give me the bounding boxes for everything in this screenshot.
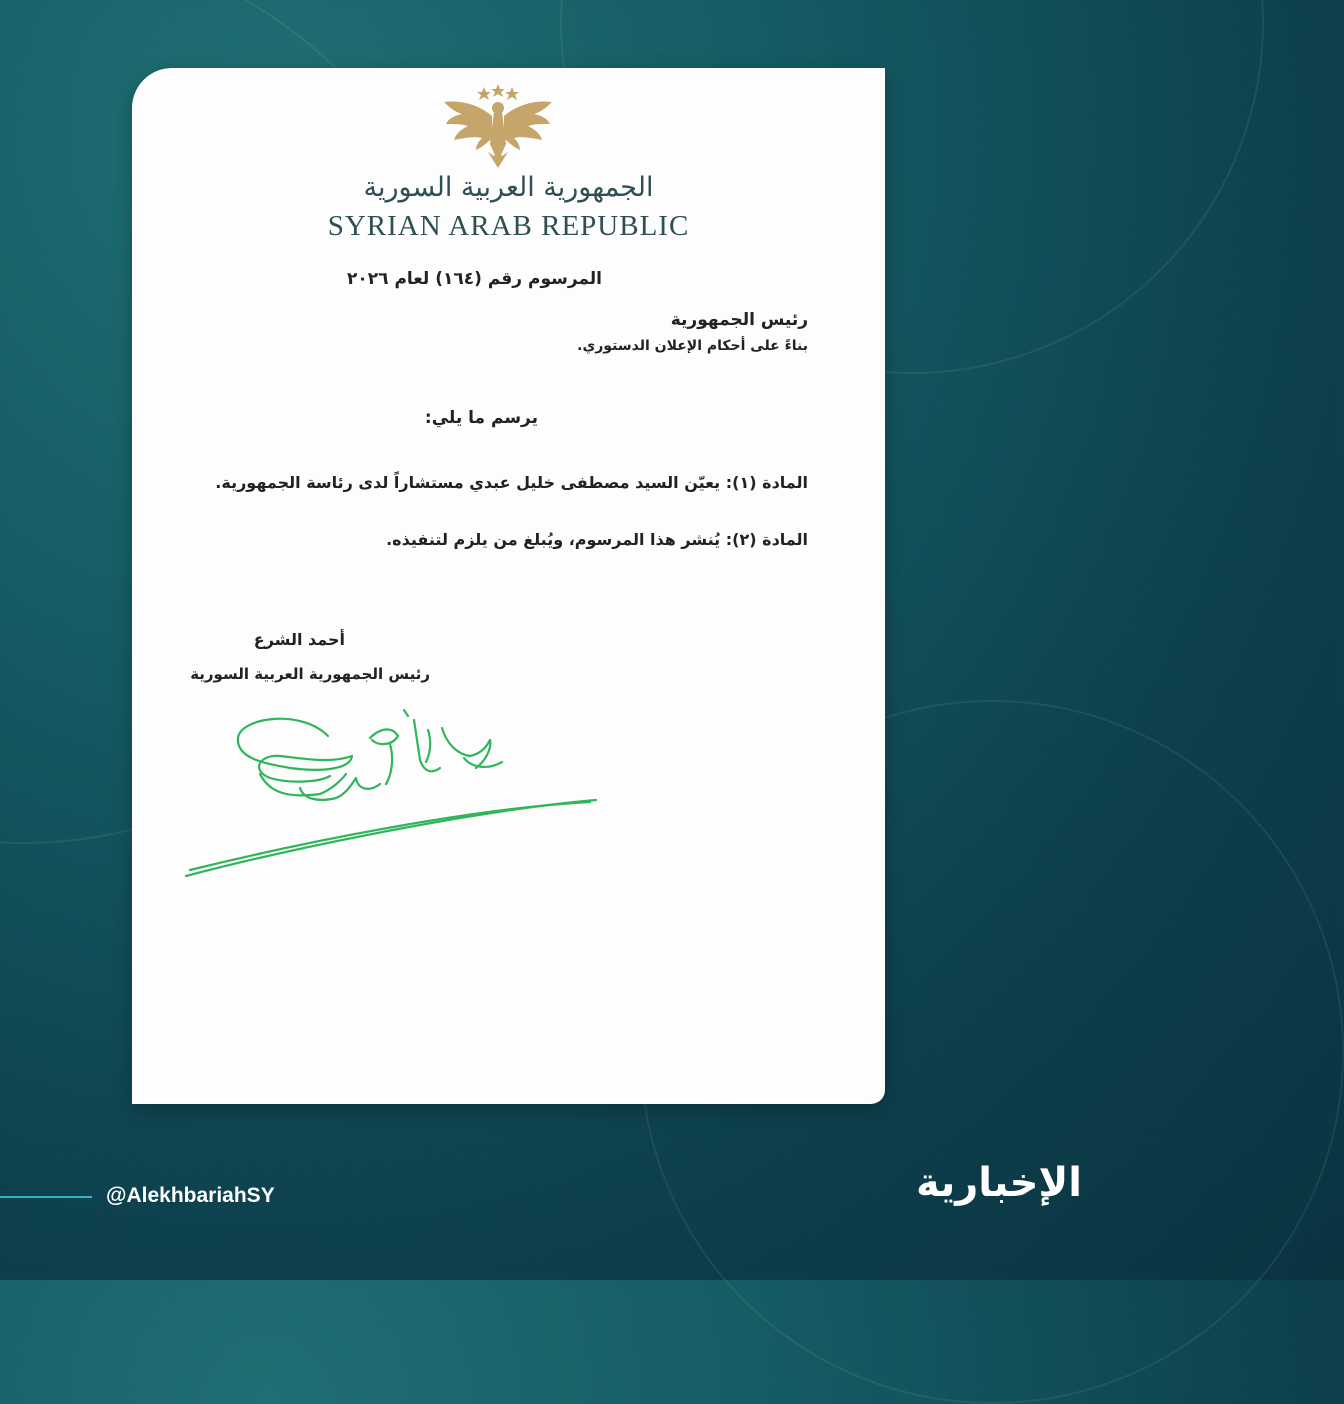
signer-name: أحمد الشرع bbox=[253, 630, 345, 649]
handwritten-signature bbox=[180, 698, 610, 888]
republic-name-arabic: الجمهورية العربية السورية bbox=[363, 172, 654, 203]
footer-accent-line bbox=[0, 1196, 92, 1198]
decree-document bbox=[132, 68, 885, 1104]
decrees-heading: يرسم ما يلي: bbox=[424, 408, 538, 428]
alekhbariah-logo bbox=[720, 1150, 1082, 1220]
social-handle[interactable]: @AlekhbariahSY bbox=[106, 1184, 275, 1207]
decree-number: المرسوم رقم (١٦٤) لعام ٢٠٢٦ bbox=[347, 269, 602, 289]
signer-title: رئيس الجمهورية العربية السورية bbox=[190, 665, 430, 683]
golden-eagle-icon bbox=[442, 82, 554, 168]
legal-basis: بناءً على أحكام الإعلان الدستوري. bbox=[577, 338, 808, 354]
republic-name-english: SYRIAN ARAB REPUBLIC bbox=[327, 210, 690, 242]
brand-logo-text: الإخبارية bbox=[916, 1160, 1082, 1206]
article-2: المادة (٢): يُنشر هذا المرسوم، ويُبلغ من يلزم لتنفيذه. bbox=[386, 530, 808, 549]
issuer-title: رئيس الجمهورية bbox=[670, 310, 808, 330]
article-1: المادة (١): يعيّن السيد مصطفى خليل عبدي مستشاراً لدى رئاسة الجمهورية. bbox=[215, 473, 808, 492]
